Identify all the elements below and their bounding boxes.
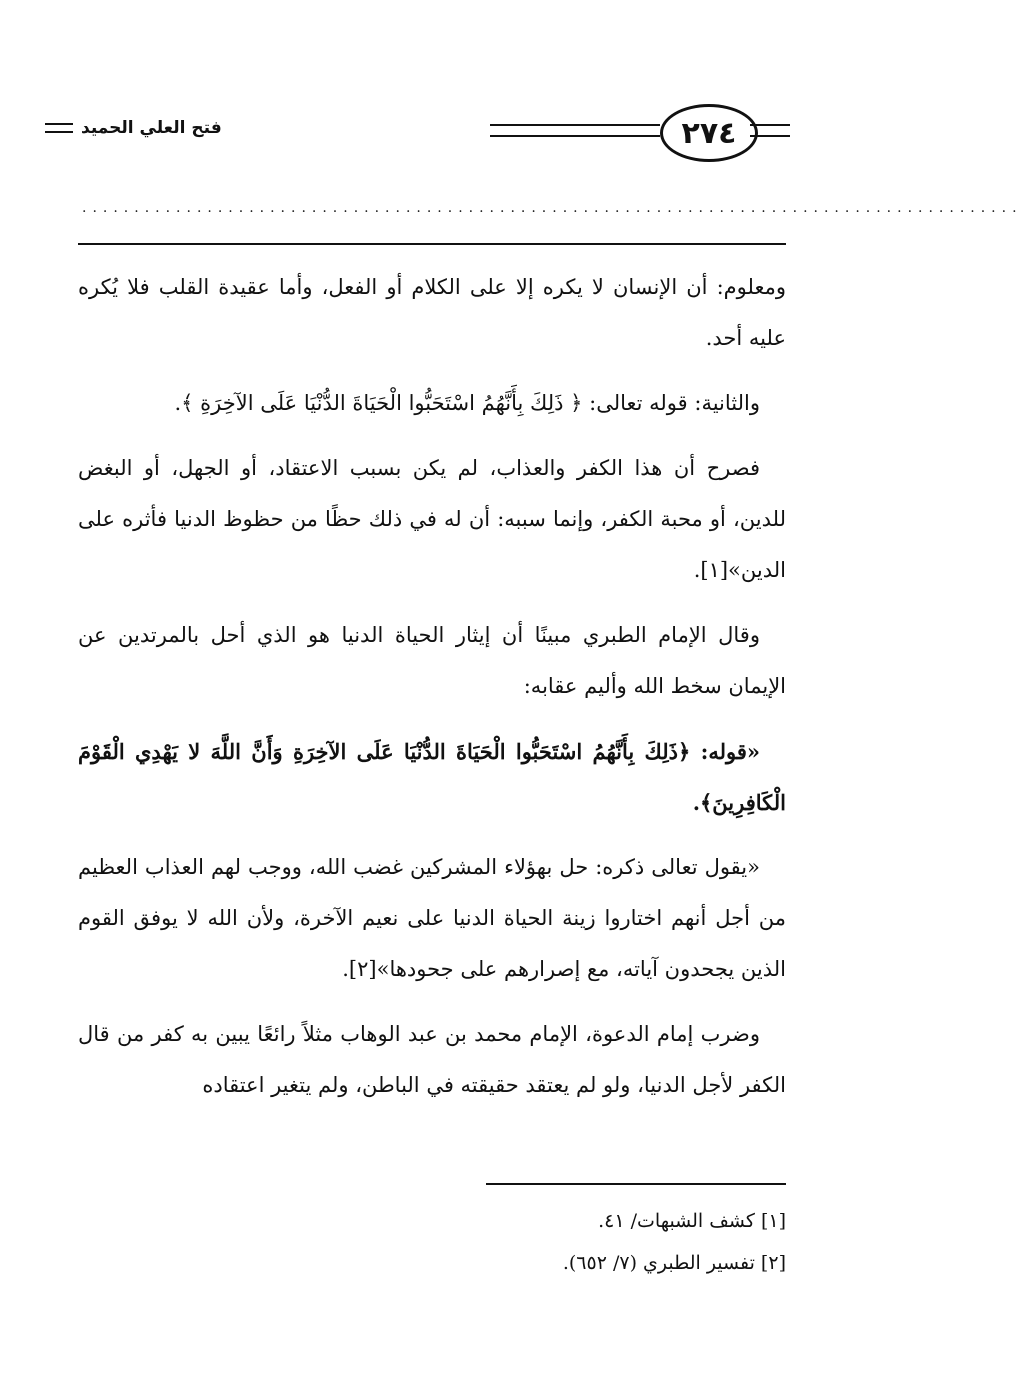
header-rule-right <box>750 124 790 137</box>
paragraph: والثانية: قوله تعالى: ﴿ ذَلِكَ بِأَنَّهُمُ اسْتَحَبُّوا الْحَيَاةَ الدُّنْيَا عَلَى الآخِرَةِ ﴾. <box>174 391 760 415</box>
header-rule-left <box>490 124 660 137</box>
footnote-divider <box>486 1183 786 1185</box>
footnotes <box>78 1200 786 1284</box>
quoted-verse: «قوله: ﴿ذَلِكَ بِأَنَّهُمُ اسْتَحَبُّوا الْحَيَاةَ الدُّنْيَا عَلَى الآخِرَةِ وَأَنَّ اللَّهَ لا يَهْدِي الْقَوْمَ الْكَافِرِينَ﴾. <box>78 739 786 815</box>
running-header <box>45 118 255 138</box>
footnote: [٢] تفسير الطبري (٧/ ٦٥٢). <box>562 1252 786 1274</box>
paragraph: «يقول تعالى ذكره: حل بهؤلاء المشركين غضب الله، ووجب لهم العذاب العظيم من أجل أنهم اختاروا زينة الحياة الدنيا على نعيم الآخرة، ولأن الله لا يوفق القوم الذين يجحدون آياته، مع إصرارهم على جحودها»[٢]. <box>78 855 786 981</box>
paragraph: وقال الإمام الطبري مبينًا أن إيثار الحياة الدنيا هو الذي أحل بالمرتدين عن الإيمان سخط الله وأليم عقابه: <box>78 623 786 698</box>
page-number: ٢٧٤ <box>681 115 737 151</box>
footnote: [١] كشف الشبهات/ ٤١. <box>598 1210 786 1232</box>
dotted-separator: .......................................................................................... <box>82 200 1023 216</box>
paragraph: ومعلوم: أن الإنسان لا يكره إلا على الكلام أو الفعل، وأما عقيدة القلب فلا يُكره عليه أحد. <box>78 275 786 350</box>
paragraph: وضرب إمام الدعوة، الإمام محمد بن عبد الوهاب مثلاً رائعًا يبين به كفر من قال الكفر لأجل الدنيا، ولو لم يعتقد حقيقته في الباطن، ولم يتغير اعتقاده <box>78 1022 786 1097</box>
page-number-badge <box>660 104 758 162</box>
header-ornament <box>45 123 73 133</box>
main-text <box>78 262 786 1125</box>
paragraph: فصرح أن هذا الكفر والعذاب، لم يكن بسبب الاعتقاد، أو الجهل، أو البغض للدين، أو محبة الكفر، وإنما سببه: أن له في ذلك حظًا من حظوظ الدنيا فأثره على الدين»[١]. <box>78 456 786 582</box>
book-title: فتح العلي الحميد <box>81 118 222 138</box>
top-divider <box>78 243 786 245</box>
